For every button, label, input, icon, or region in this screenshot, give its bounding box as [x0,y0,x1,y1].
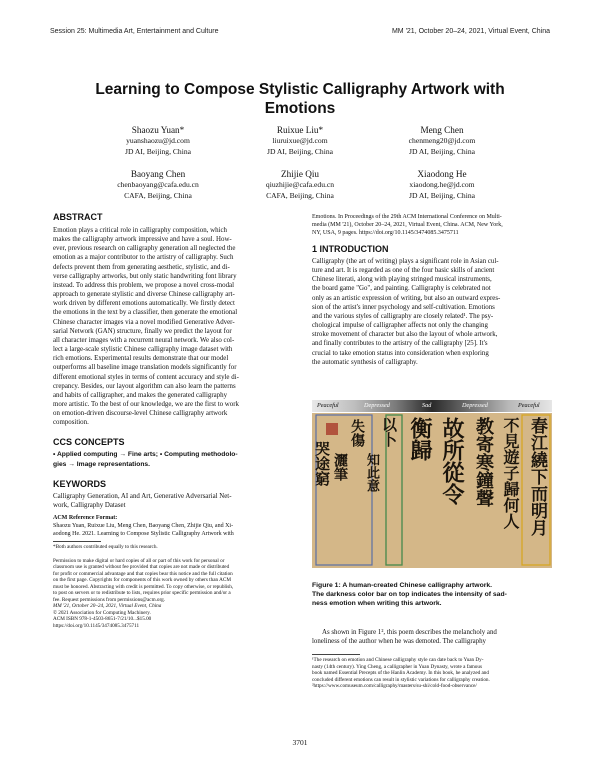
paper-title: Learning to Compose Stylistic Calligraphy Artwork with Emotions [95,81,505,117]
caption-line: ness emotion when writing this artwork. [312,600,442,607]
calligraphy-column: 失傷 [349,419,365,447]
emotion-label: Sad [422,402,432,409]
intro-line: the board game "Go", and painting. Calligraphy is celebrated not [312,285,491,293]
footnote-line: book named Essential Precepts of the Hanlin Academy. In this book, he analyzed and [312,670,489,676]
footnote-url-link[interactable]: ²https://www.comuseum.com/calligraphy/masters/su-shi/cold-food-observance/ [312,683,477,689]
abstract-line: emotion as a major contributor to the artistry of calligraphy. Such [53,254,234,262]
abstract-body [53,226,293,427]
author-email: yuanshaozu@jd.com [126,136,190,145]
permission-line: © 2021 Association for Computing Machinery. [53,609,151,616]
reference-line: aodong He. 2021. Learning to Compose Stylistic Calligraphy Artwork with [53,531,234,538]
permission-line: on the first page. Copyrights for components of this work owned by others than ACM [53,577,231,584]
right-footnotes [312,654,552,690]
calligraphy-column: 教寄寒鐘聲 [473,417,494,507]
equal-contribution-footnote: *Both authors contributed equally to this research. [53,544,158,551]
author-name: Meng Chen [420,125,464,135]
abstract-line: work driven by different emotions automatically. We firstly detect [53,300,235,308]
caption-line: Figure 1: A human-created Chinese calligraphy artwork. [312,582,493,589]
author-block [367,168,517,201]
calligraphy-column: 以卜 [380,417,398,447]
abstract-line: on emotion-driven discourse-level Chinese calligraphy artwork [53,410,228,418]
reference-line: Shaozu Yuan, Ruixue Liu, Meng Chen, Baoyang Chen, Zhijie Qiu, and Xi- [53,523,234,530]
calligraphy-column: 春江繞下而明月 [527,417,547,536]
abstract-line: ever, previous research on calligraphy generation all neglected the [53,245,236,253]
permission-line: ACM ISBN 978-1-4503-8651-7/21/10...$15.00 [53,616,152,623]
emotion-label: Peaceful [518,402,540,409]
author-name: Shaozu Yuan* [131,125,185,135]
author-email: chenmeng20@jd.com [408,136,476,145]
abstract-line: the emotions in the text by a classifier, then generate the emotional [53,309,238,317]
doi-link[interactable]: https://doi.org/10.1145/3474085.3475711 [53,622,140,629]
introduction-body [312,257,552,367]
author-name: Baoyang Chen [130,169,186,179]
intro-line: only as an artistic expression of writing, but also an outward expres- [312,294,501,302]
intro-line: and finally contributes to the artistry of the calligraphy [25]. It's [312,340,488,348]
emotion-label: Peaceful [317,402,339,409]
ccs-line: • Applied computing → Fine arts; • Computing methodolo- [53,451,238,459]
intro-line: sion of the artist's inner psychology and self-cultivation. Emotions [312,303,495,311]
calligraphy-column: 衡歸 [407,417,433,461]
paragraph-figure-description [312,628,552,646]
emotion-label: Depressed [462,402,488,409]
abstract-line: rich emotions. Experimental results demonstrate that our model [53,355,229,363]
calligraphy-column: 灑筆 [332,453,348,481]
abstract-line: and habits of calligrapher, and makes the generated calligraphy [53,391,228,399]
figure-1 [312,400,552,570]
emotion-labels [312,401,552,412]
author-affiliation: JD AI, Beijing, China [124,146,192,156]
permission-line: must be honored. Abstracting with credit is permitted. To copy otherwise, or republish, [53,583,234,590]
right-column [312,213,552,367]
author-affiliation: CAFA, Beijing, China [124,190,192,200]
abstract-line: crepancy. Besides, our layout algorithm can also learn the patterns [53,382,236,390]
author-affiliation: CAFA, Beijing, China [266,190,334,200]
footnote-rule [53,541,101,542]
ccs-body [53,450,293,468]
permission-line: classroom use is granted without fee provided that copies are not made or distributed [53,564,230,571]
abstract-line: all character images with a recurrent neural network. We also col- [53,336,235,344]
keywords-line: Calligraphy Generation, AI and Art, Generative Adversarial Net- [53,492,232,500]
abstract-heading: ABSTRACT [53,212,103,222]
keywords-heading: KEYWORDS [53,478,107,489]
page-number: 3701 [292,738,308,747]
permission-line: to post on servers or to redistribute to lists, requires prior specific permission and/or a [53,590,231,597]
calligraphy-column: 不見遊子歸何人 [501,417,520,529]
footnote-line: concluded different emotions can result in stylistic variations for calligraphy creation. [312,676,490,683]
author-affiliation: JD AI, Beijing, China [266,146,334,156]
intro-line: Chinese literati, along with playing stringed musical instruments, [312,276,492,284]
author-name: Xiaodong He [417,169,467,179]
reference-line: Emotions. In Proceedings of the 29th ACM International Conference on Multi- [312,214,502,220]
footnote-line: nasty (14th century). Ying Cheng, a calligrapher in Yuan Dynasty, wrote a famous [312,663,482,670]
introduction-heading: 1 INTRODUCTION [312,244,389,254]
author-email: liuruixue@jd.com [272,136,328,145]
author-block [225,168,375,201]
abstract-line: outperforms all baseline image translation models significantly for [53,364,237,372]
keywords-line: work, Calligraphy Dataset [53,501,126,509]
abstract-line: sarial Network (GAN) structure, finally we predict the layout for [53,327,232,335]
ccs-heading: CCS CONCEPTS [53,437,125,448]
author-email: xiaodong.he@jd.com [409,180,475,189]
abstract-line: makes the calligraphy artwork impressive and have a soul. How- [53,236,232,244]
intro-line: the automatic synthesis of calligraphy. [312,358,418,366]
author-email: qiuzhijie@cafa.edu.cn [265,180,335,189]
abstract-line: approach to generate stylistic and diverse Chinese calligraphy art- [53,291,235,299]
permission-line: MM '21, October 20–24, 2021, Virtual Event, China [53,603,162,610]
footnote-line: ¹The research on emotion and Chinese calligraphy style can date back to Yuan Dy- [312,657,484,663]
abstract-line: defects prevent them from generating aesthetic, stylistic, and di- [53,263,230,271]
paragraph-line: As shown in Figure 1², this poem describes the melancholy and [322,629,497,636]
reference-continued [312,213,552,237]
author-affiliation: JD AI, Beijing, China [408,146,476,156]
intro-line: and the various styles of calligraphy are closely related¹. The psy- [312,312,494,320]
calligraphy-artwork-image [312,413,552,568]
permission-line: for profit or commercial advantage and that copies bear this notice and the full citation [53,570,233,577]
permission-block [53,558,293,630]
abstract-line: Chinese character images via a novel modified Generative Adver- [53,318,235,326]
reference-label: ACM Reference Format: [53,515,118,522]
author-block [83,168,233,201]
footnotes-body [312,657,552,690]
abstract-line: different emotional styles in terms of content accuracy and style di- [53,373,239,381]
footnote-rule [312,654,360,655]
intro-line: crucial to take emotion status into consideration when exploring [312,349,489,357]
intro-line: stroke movement of character but also the layout of whole artwork, [312,331,498,339]
paragraph-line: loneliness of the author when he was demoted. The calligraphy [312,638,487,646]
abstract-line: composition. [53,419,89,427]
left-column [53,212,293,629]
permission-line: fee. Request permissions from permissions@acm.org. [53,596,166,603]
author-email: chenbaoyang@cafa.edu.cn [117,180,199,189]
abstract-line: verse calligraphy artworks, but only static handwriting font library [53,272,237,280]
calligraphy-column: 哭途窮 [313,441,331,486]
emotion-label: Depressed [364,402,390,409]
calligraphy-column: 知此意 [364,453,379,492]
intro-line: chological impulse of calligrapher affects not only the changing [312,322,488,330]
abstract-line: more artistic. To the best of our knowledge, we are the first to work [53,400,239,408]
figure-caption [312,581,552,608]
caption-line: The darkness color bar on top indicates the intensity of sad- [312,591,507,598]
intro-line: ture and art. It is regarded as one of the four basic skills of ancient [312,267,495,275]
reference-line: media (MM '21), October 20–24, 2021, Virtual Event, China. ACM, New York, [312,222,503,228]
author-affiliation: JD AI, Beijing, China [408,190,476,200]
calligraphy-column: 故所從令 [439,417,465,505]
permission-line: Permission to make digital or hard copies of all or part of this work for personal or [53,557,225,564]
abstract-line: Emotion plays a critical role in calligraphy composition, which [53,227,227,234]
running-header-left: Session 25: Multimedia Art, Entertainment and Culture [50,28,219,35]
reference-line: NY, USA, 9 pages. https://doi.org/10.1145/3474085.3475711 [312,230,459,236]
author-name: Ruixue Liu* [276,125,324,135]
author-name: Zhijie Qiu [280,169,320,179]
author-block [83,124,233,157]
keywords-body [53,492,293,510]
author-block [225,124,375,157]
ccs-line: gies → Image representations. [53,460,151,468]
running-header-right: MM '21, October 20–24, 2021, Virtual Event, China [391,28,550,35]
abstract-line: instead. To address this problem, we propose a novel cross-modal [53,281,234,289]
author-block [367,124,517,157]
intro-line: Calligraphy (the art of writing) plays a significant role in Asian cul- [312,258,499,265]
abstract-line: lect a large-scale stylistic Chinese calligraphy image dataset with [53,346,233,354]
reference-body [53,522,293,538]
